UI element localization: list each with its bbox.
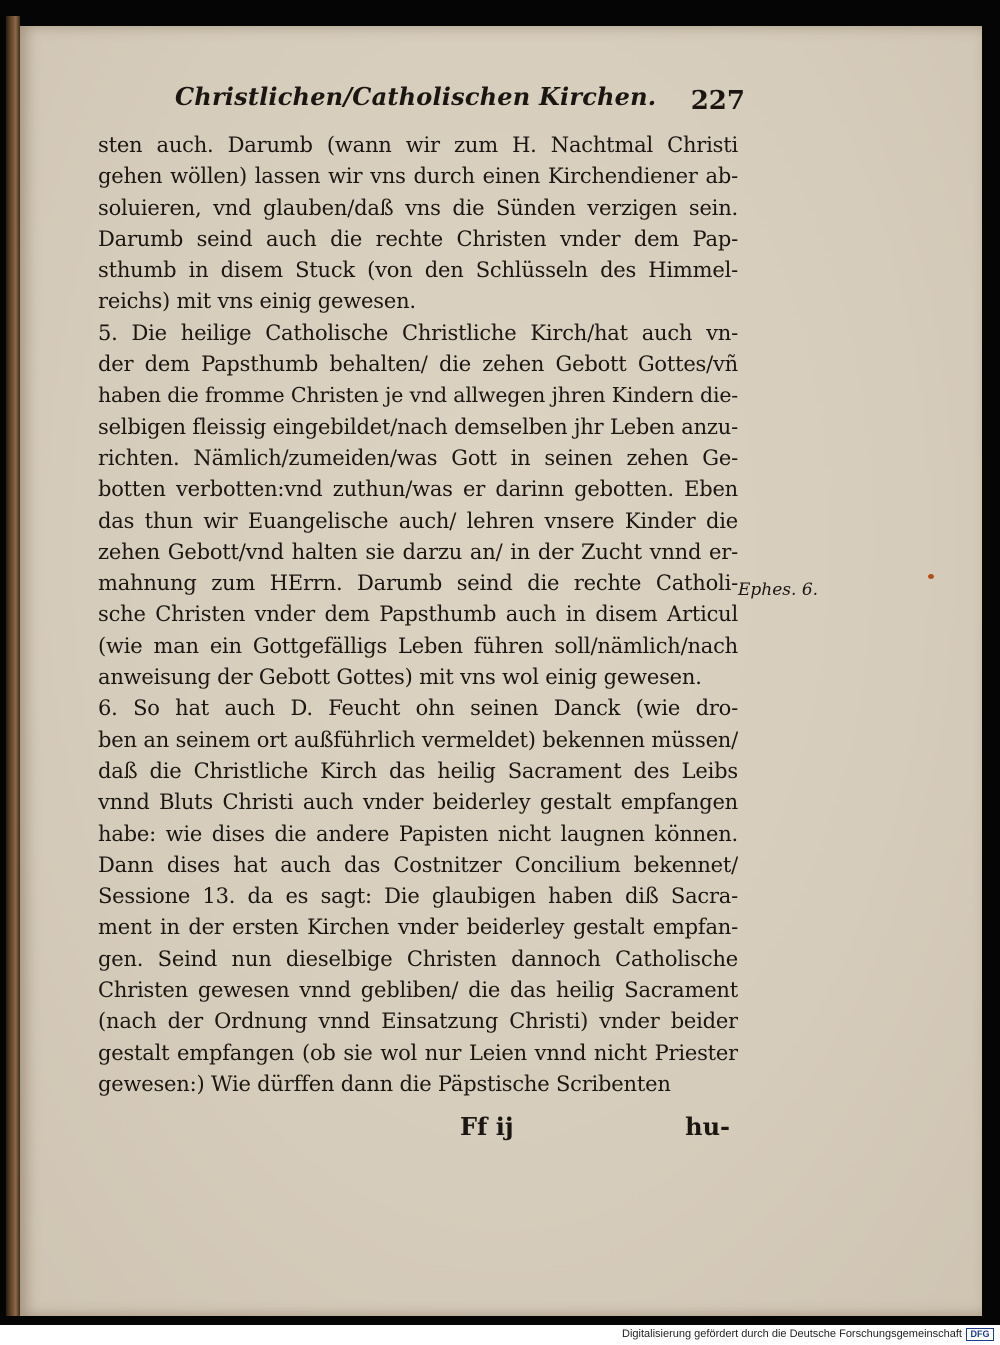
text-line: gewesen:) Wie dürffen dann die Päpstische Scribenten [98,1071,671,1096]
text-line: Christen gewesen vnnd gebliben/ die das heilig Sacrament [98,978,738,1003]
signature-line [460,1112,740,1148]
text-line: daß die Christliche Kirch das heilig Sacrament des Leibs [98,758,738,783]
text-line: gestalt empfangen (ob sie wol nur Leien vnnd nicht Priester [98,1040,738,1065]
text-line: 5. Die heilige Catholische Christliche Kirch/hat auch vn- [98,320,738,345]
text-line: (wie man ein Gottgefälligs Leben führen soll/nämlich/nach [98,633,738,658]
page-header [175,82,745,128]
text-line: Dann dises hat auch das Costnitzer Concilium bekennet/ [98,852,738,877]
text-line: gen. Seind nun dieselbige Christen dannoch Catholische [98,946,738,971]
text-line: zehen Gebott/vnd halten sie darzu an/ in der Zucht vnnd er- [98,539,738,564]
text-line: mahnung zum HErrn. Darumb seind die rechte Catholi- [98,571,738,596]
text-line: ment in der ersten Kirchen vnder beiderley gestalt empfan- [98,915,738,940]
dfg-logo: DFG [966,1328,994,1341]
signature-mark: Ff ij [460,1112,514,1141]
text-line: anweisung der Gebott Gottes) mit vns wol einig gewesen. [98,665,702,690]
running-title: Christlichen/Catholischen Kirchen. [175,82,657,111]
text-line: gehen wöllen) lassen wir vns durch einen Kirchendiener ab- [98,164,738,189]
footer-credit: Digitalisierung gefördert durch die Deutsche Forschungsgemeinschaft [622,1328,962,1340]
text-line: habe: wie dises die andere Papisten nicht laugnen können. [98,821,738,846]
text-line: vnnd Bluts Christi auch vnder beiderley gestalt empfangen [98,790,738,815]
book-spine-edge [6,16,20,1316]
text-line: sten auch. Darumb (wann wir zum H. Nachtmal Christi [98,133,738,157]
text-line: der dem Papsthumb behalten/ die zehen Gebott Gottes/vñ [98,352,738,377]
text-line: das thun wir Euangelische auch/ lehren vnsere Kinder die [98,508,738,533]
text-line: Darumb seind auch die rechte Christen vnder dem Pap- [98,226,738,251]
text-line: botten verbotten:vnd zuthun/was er darinn gebotten. Eben [98,477,738,502]
text-line: ben an seinem ort außführlich vermeldet) bekennen müssen/ [98,727,738,752]
text-line: reichs) mit vns einig gewesen. [98,289,416,314]
marginal-note: Ephes. 6. [738,580,819,600]
text-line: soluieren, vnd glauben/daß vns die Sünden verzigen sein. [98,195,738,220]
text-line: Sessione 13. da es sagt: Die glaubigen haben diß Sacra- [98,884,738,909]
catchword: hu- [685,1112,730,1141]
text-line: haben die fromme Christen je vnd allwegen jhren Kindern die- [98,383,738,408]
text-line: 6. So hat auch D. Feucht ohn seinen Danck (wie dro- [98,696,738,721]
text-line: sche Christen vnder dem Papsthumb auch in disem Articul [98,602,738,627]
text-line: richten. Nämlich/zumeiden/was Gott in seinen zehen Ge- [98,445,738,470]
body-text [98,130,738,1100]
page-number: 227 [690,86,745,116]
text-line: sthumb in disem Stuck (von den Schlüsseln des Himmel- [98,258,738,283]
text-line: selbigen fleissig eingebildet/nach demselben jhr Leben anzu- [98,414,738,439]
text-line: (nach der Ordnung vnnd Einsatzung Christi) vnder beider [98,1009,738,1034]
ink-spot [928,574,934,579]
footer-bar [0,1325,1000,1345]
